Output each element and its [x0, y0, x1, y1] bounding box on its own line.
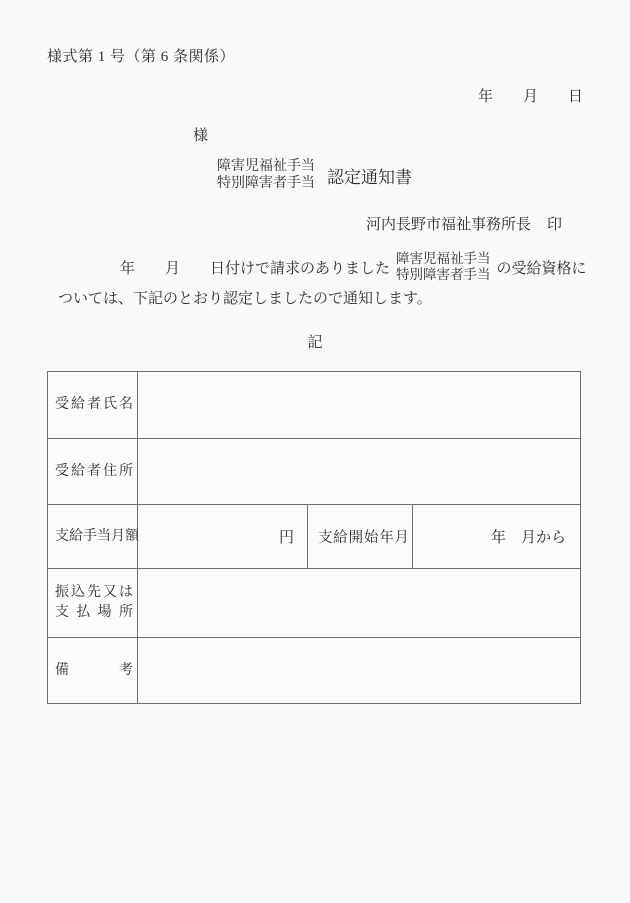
payment-start-label-cell [308, 505, 413, 569]
record-heading: 記 [307, 335, 323, 351]
issue-date-line: 年 月 日 [478, 89, 584, 105]
payment-place-label-line2: 支 払 場 所 [55, 605, 133, 620]
table-row-remarks [48, 638, 581, 704]
recipient-name-value-cell [138, 372, 581, 439]
payment-start-value-cell: 年 月から [413, 505, 581, 569]
body-line-1 [120, 251, 587, 283]
title-allowance-stack [217, 158, 315, 192]
payment-place-label-line1: 振 込 先 又 は [55, 585, 133, 600]
addressee-honorific: 様 [193, 128, 209, 144]
body-line-2: ついては、下記のとおり認定しましたので通知します。 [58, 291, 432, 307]
monthly-amount-value-cell [138, 505, 308, 569]
title-allowance-top: 障害児福祉手当 [217, 159, 315, 174]
title-suffix: 認定通知書 [327, 167, 412, 187]
remarks-label: 備 考 [55, 662, 133, 678]
document-title [217, 158, 412, 192]
title-allowance-bottom: 特別障害者手当 [217, 176, 315, 191]
payment-place-label-cell [48, 569, 138, 638]
monthly-amount-label: 支 給 手 当 月 額 [55, 528, 139, 544]
table-row-monthly-amount [48, 505, 581, 569]
remarks-value-cell [138, 638, 581, 704]
issuer-name: 河内長野市福祉事務所長 [366, 217, 532, 233]
recipient-address-value-cell [138, 439, 581, 505]
recipient-address-label: 受 給 者 住 所 [55, 463, 133, 479]
amount-unit: 円 [278, 530, 294, 546]
monthly-amount-label-cell [48, 505, 138, 569]
table-row-recipient-address [48, 439, 581, 505]
table-row-recipient-name [48, 372, 581, 439]
certification-table [47, 371, 581, 704]
recipient-name-label: 受 給 者 氏 名 [55, 397, 133, 412]
issuer-line [366, 213, 562, 234]
body-allowance-stack [396, 251, 491, 283]
payment-place-label [55, 583, 133, 623]
recipient-address-label-cell [48, 439, 138, 505]
form-number: 様式第 1 号（第 6 条関係） [47, 49, 236, 65]
payment-place-value-cell [138, 569, 581, 638]
seal-mark: 印 [547, 217, 563, 233]
body-allowance-bottom: 特別障害者手当 [396, 267, 491, 282]
remarks-label-cell [48, 638, 138, 704]
body-allowance-top: 障害児福祉手当 [396, 251, 491, 266]
recipient-name-label-cell [48, 372, 138, 439]
body-line1-end: の受給資格に [496, 260, 587, 277]
payment-start-label: 支 給 開 始 年 月 [318, 530, 409, 546]
table-row-payment-place [48, 569, 581, 638]
body-line1-start: 年 月 日付けで請求のありました [120, 260, 391, 277]
